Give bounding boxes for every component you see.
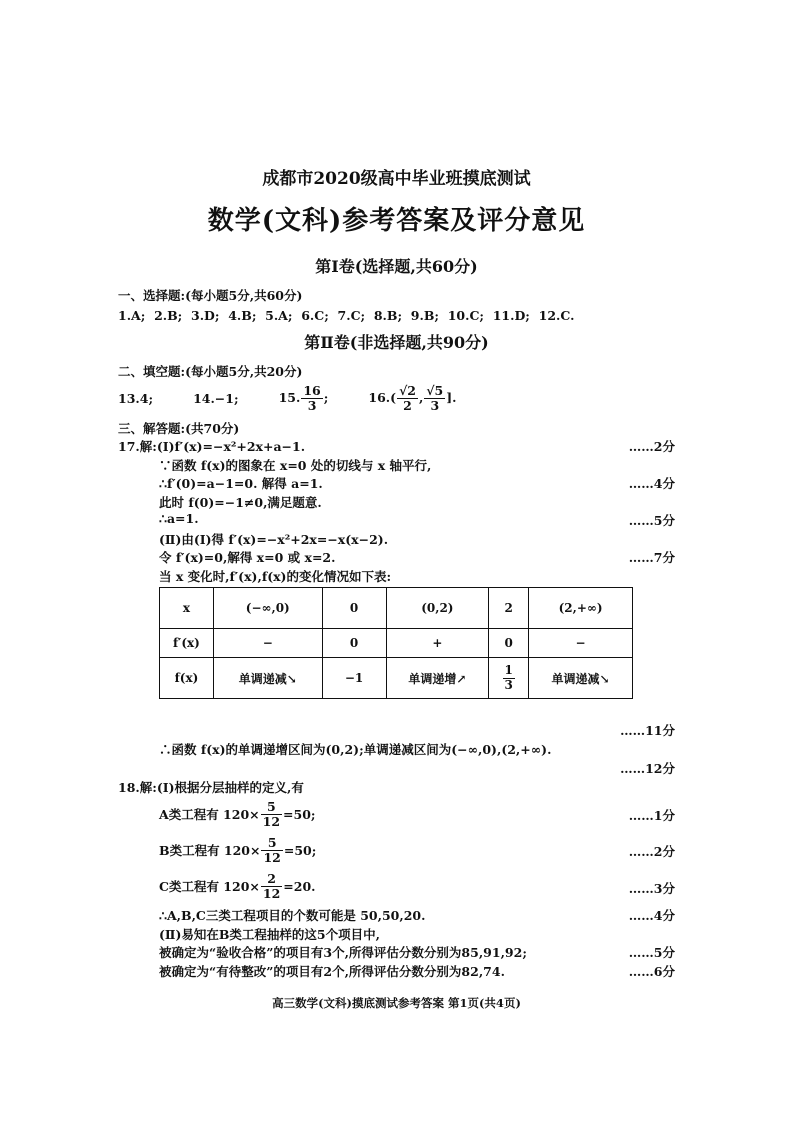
fraction-numerator: √2	[399, 382, 416, 398]
fraction-denominator: 12	[262, 885, 281, 901]
fraction-denominator: 2	[403, 397, 412, 413]
fraction-denominator: 3	[430, 397, 440, 413]
q17-line-8: 当 x 变化时,f′(x),f(x)的变化情况如下表:	[159, 569, 392, 584]
q17-line-1: 17.解:(Ⅰ)f′(x)=−x²+2x+a−1.	[118, 439, 306, 454]
section1-heading: 一、选择题:(每小题5分,共60分)	[118, 288, 303, 303]
table-cell: x	[160, 588, 214, 629]
q18-score-2: ……2分	[628, 844, 675, 859]
q18-line-a	[159, 797, 316, 831]
table-cell: −	[213, 629, 322, 658]
answer-15-prefix: 15.	[278, 389, 301, 405]
table-cell: 0	[322, 588, 386, 629]
q18-line-b	[159, 833, 316, 867]
q18-c-suffix: =20.	[283, 878, 316, 894]
q18-line-6: (Ⅱ)易知在B类工程抽样的这5个项目中,	[159, 927, 380, 942]
table-cell: −1	[322, 658, 386, 699]
q18-line-8: 被确定为“有待整改”的项目有2个,所得评估分数分别为82,74.	[159, 964, 505, 979]
fraction	[261, 800, 282, 829]
q18-c-prefix: C类工程有 120×	[159, 879, 260, 894]
part2-title: 第Ⅱ卷(非选择题,共90分)	[304, 333, 489, 352]
fraction-numerator: 2	[261, 872, 282, 887]
answer-16-suffix: ].	[446, 389, 457, 405]
section2-answers	[118, 380, 457, 416]
q18-line-5: ∴A,B,C三类工程项目的个数可能是 50,50,20.	[159, 908, 426, 923]
q18-b-prefix: B类工程有 120×	[159, 843, 261, 858]
part1-title: 第Ⅰ卷(选择题,共60分)	[315, 257, 478, 276]
answer-16: 16.( $\frac{√2}{2}$ , $\frac{√5}{3}$ ].	[368, 382, 457, 413]
q18-score-4: ……4分	[628, 908, 675, 923]
table-cell: (2,+∞)	[529, 588, 633, 629]
table-cell: f(x)	[160, 658, 214, 699]
q17-score-3: ……5分	[628, 513, 675, 528]
q17-line-9: ∴函数 f(x)的单调递增区间为(0,2);单调递减区间为(−∞,0),(2,+∞).	[159, 742, 552, 757]
fraction	[503, 664, 515, 691]
q18-score-5: ……5分	[628, 945, 675, 960]
q18-line-1: 18.解:(Ⅰ)根据分层抽样的定义,有	[118, 780, 304, 795]
q17-line-5: ∴a=1.	[159, 511, 199, 526]
q18-line-7: 被确定为“验收合格”的项目有3个,所得评估分数分别为85,91,92;	[159, 945, 527, 960]
fraction-numerator: √5	[426, 382, 444, 398]
fraction-numerator: 16	[303, 382, 321, 398]
answer-14: 14.−1;	[193, 390, 239, 406]
fraction-denominator: 3	[307, 397, 317, 413]
section2-heading: 二、填空题:(每小题5分,共20分)	[118, 364, 303, 379]
table-cell: 单调递减↘	[213, 658, 322, 699]
q17-score-6: ……12分	[620, 761, 675, 776]
table-cell: f′(x)	[160, 629, 214, 658]
table-cell: −	[529, 629, 633, 658]
fraction-denominator: 12	[262, 813, 281, 829]
fraction-numerator: 5	[261, 836, 282, 851]
q18-b-suffix: =50;	[283, 842, 317, 858]
q18-score-6: ……6分	[628, 964, 675, 979]
answer-16-prefix: 16.(	[368, 389, 397, 405]
table-cell: 0	[322, 629, 386, 658]
fraction-numerator: 5	[261, 800, 282, 815]
exam-title: 成都市2020级高中毕业班摸底测试	[262, 169, 531, 189]
table-cell: (0,2)	[386, 588, 489, 629]
document-title: 数学(文科)参考答案及评分意见	[207, 206, 586, 236]
table-cell: 单调递增↗	[386, 658, 489, 699]
q17-line-4: 此时 f(0)=−1≠0,满足题意.	[159, 495, 322, 510]
fraction-numerator: 1	[504, 663, 513, 678]
fraction-denominator: 3	[504, 677, 513, 692]
table-cell: 0	[489, 629, 529, 658]
table-row	[160, 658, 633, 699]
section3-heading: 三、解答题:(共70分)	[118, 421, 240, 436]
q17-score-5: ……11分	[620, 723, 675, 738]
q18-a-prefix: A类工程有 120×	[159, 807, 260, 822]
fraction	[261, 836, 282, 865]
page-footer: 高三数学(文科)摸底测试参考答案 第1页(共4页)	[272, 996, 521, 1010]
variation-table	[159, 587, 633, 699]
q17-line-3: ∴f′(0)=a−1=0. 解得 a=1.	[159, 476, 323, 491]
answer-13: 13.4;	[118, 390, 154, 406]
answer-15-fraction	[301, 384, 322, 413]
q17-line-6: (Ⅱ)由(Ⅰ)得 f′(x)=−x²+2x=−x(x−2).	[159, 532, 389, 547]
answer-16-fraction-2	[424, 384, 445, 413]
answer-15-suffix: ;	[323, 389, 329, 405]
section1-answers: 1.A; 2.B; 3.D; 4.B; 5.A; 6.C; 7.C; 8.B; 9.B; 10.C; 11.D; 12.C.	[118, 308, 575, 323]
table-cell: (−∞,0)	[213, 588, 322, 629]
fraction	[261, 872, 282, 901]
table-cell: 2	[489, 588, 529, 629]
table-row	[160, 588, 633, 629]
q18-score-1: ……1分	[628, 808, 675, 823]
q18-a-suffix: =50;	[283, 806, 316, 822]
q18-line-c	[159, 869, 316, 903]
q17-line-2: ∵函数 f(x)的图象在 x=0 处的切线与 x 轴平行,	[159, 458, 432, 473]
table-row	[160, 629, 633, 658]
q17-score-1: ……2分	[628, 439, 675, 454]
fraction-denominator: 12	[263, 849, 281, 865]
table-cell: 单调递减↘	[529, 658, 633, 699]
answer-16-fraction-1	[397, 384, 418, 413]
q17-score-4: ……7分	[628, 550, 675, 565]
answer-15	[279, 384, 329, 413]
q17-line-7: 令 f′(x)=0,解得 x=0 或 x=2.	[159, 550, 336, 565]
q18-score-3: ……3分	[628, 881, 675, 896]
table-cell: +	[386, 629, 489, 658]
q17-score-2: ……4分	[628, 476, 675, 491]
table-cell	[489, 658, 529, 699]
